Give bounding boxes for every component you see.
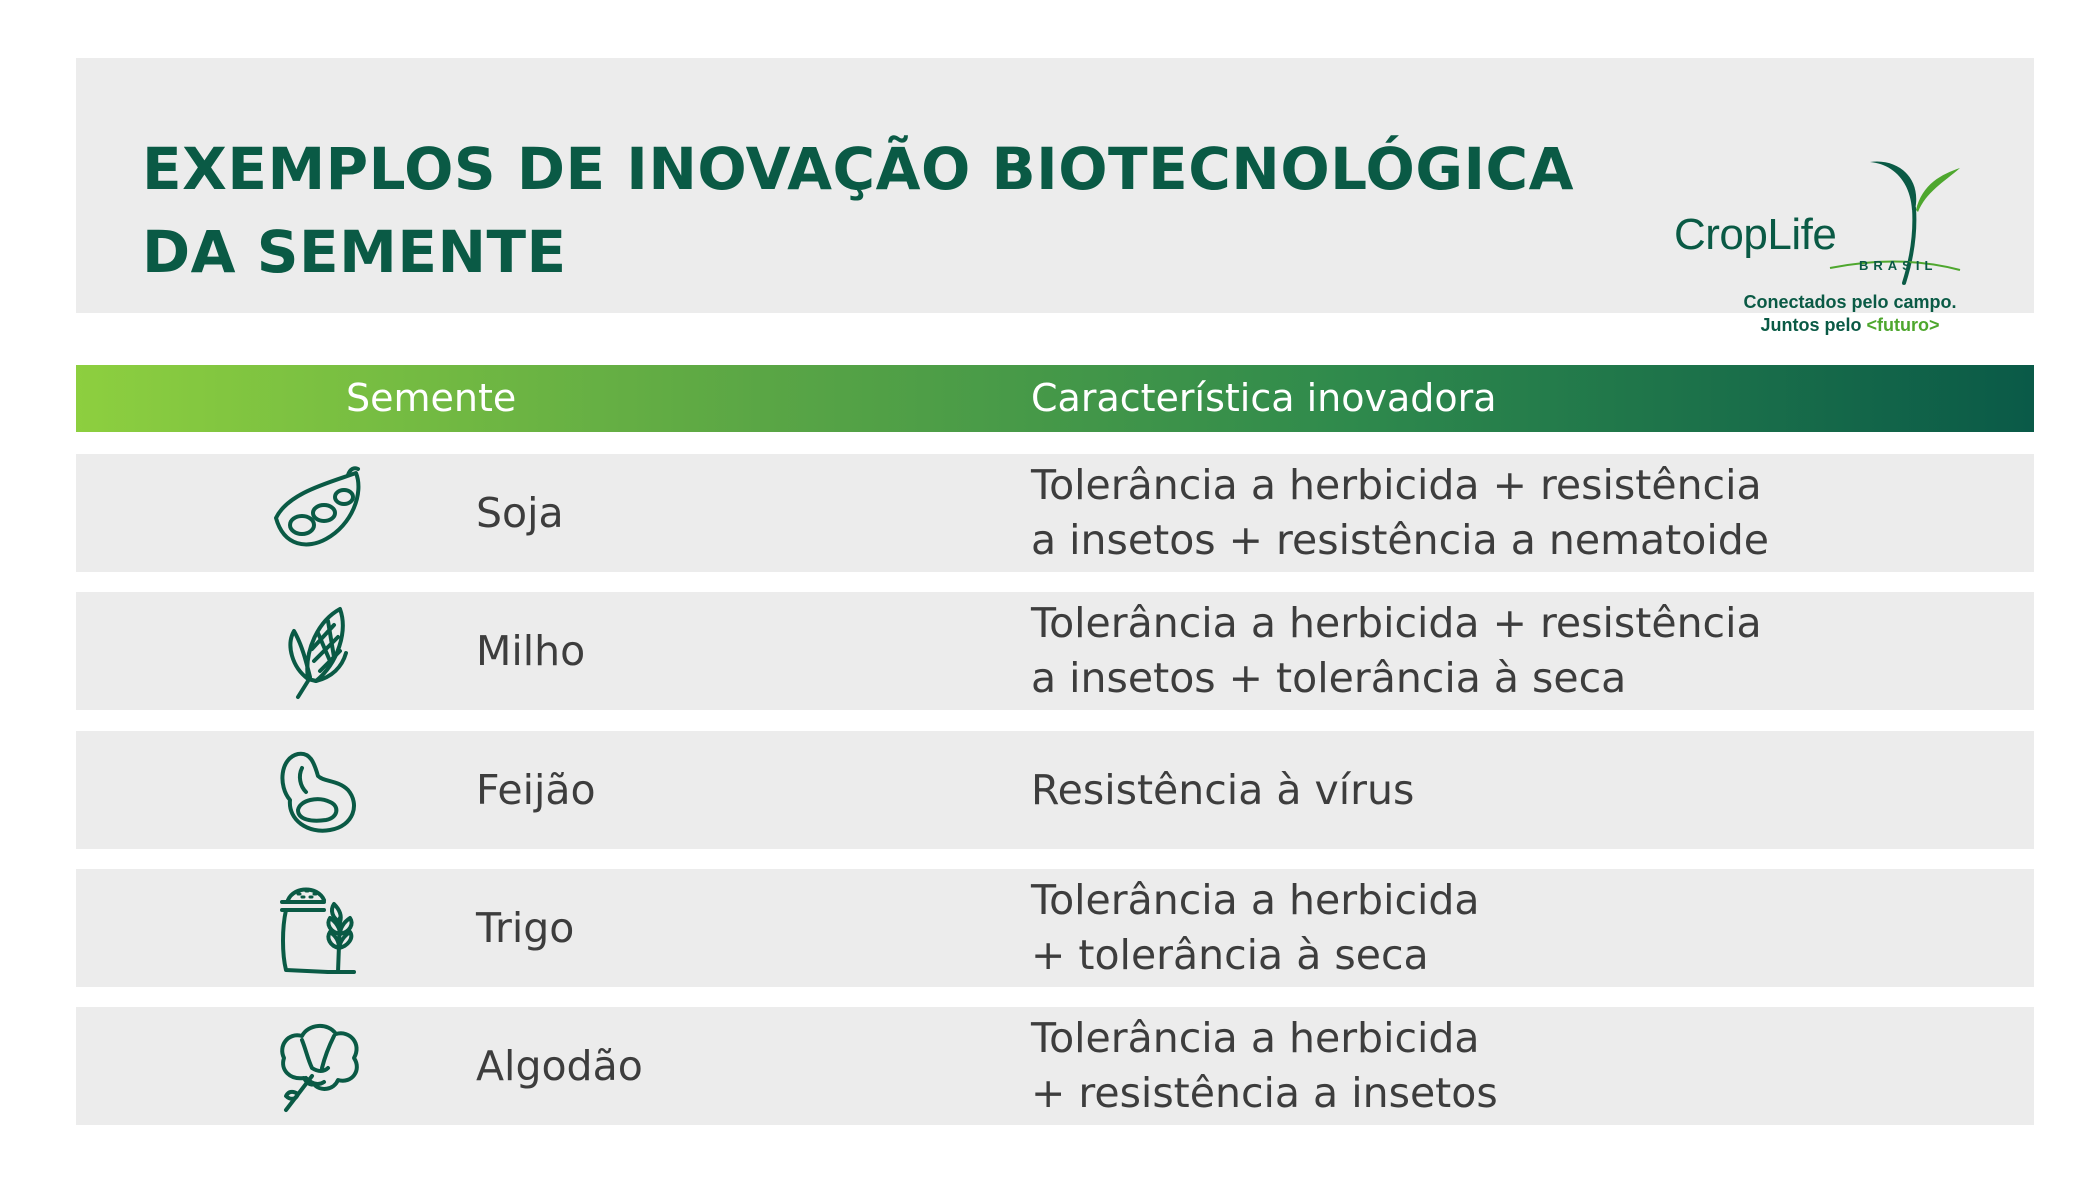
wheat-sack-icon bbox=[268, 878, 368, 978]
table-header bbox=[76, 365, 2034, 432]
trait-description bbox=[1031, 731, 1414, 849]
seed-name: Feijão bbox=[476, 766, 596, 814]
title-line-1: EXEMPLOS DE INOVAÇÃO BIOTECNOLÓGICA bbox=[142, 135, 1574, 203]
croplife-logo bbox=[1660, 118, 2040, 335]
trait-description bbox=[1031, 454, 1769, 572]
column-header-trait: Característica inovadora bbox=[1031, 376, 1497, 420]
table-row bbox=[76, 592, 2034, 710]
soybean-pod-icon bbox=[268, 463, 368, 563]
trait-text: Tolerância a herbicida + resistência a insetos + tolerância à seca bbox=[1031, 599, 1762, 702]
logo-tagline-2-highlight: <futuro> bbox=[1866, 315, 1940, 335]
trait-text: Tolerância a herbicida + tolerância à seca bbox=[1031, 876, 1480, 979]
trait-text: Tolerância a herbicida + resistência a insetos bbox=[1031, 1014, 1498, 1117]
seed-name: Trigo bbox=[476, 904, 575, 952]
cotton-boll-icon bbox=[268, 1016, 368, 1116]
logo-wordmark: CropLife bbox=[1674, 210, 1837, 259]
trait-description bbox=[1031, 592, 1762, 710]
table-row bbox=[76, 1007, 2034, 1125]
trait-text: Tolerância a herbicida + resistência a insetos + resistência a nematoide bbox=[1031, 461, 1769, 564]
seed-name: Soja bbox=[476, 489, 564, 537]
table-row bbox=[76, 869, 2034, 987]
header-panel bbox=[76, 58, 2034, 335]
seed-name: Milho bbox=[476, 627, 586, 675]
title-line-2: DA SEMENTE bbox=[142, 218, 567, 286]
logo-country: BRASIL bbox=[1859, 258, 1938, 273]
trait-description bbox=[1031, 1007, 1498, 1125]
trait-text: Resistência à vírus bbox=[1031, 765, 1415, 814]
trait-description bbox=[1031, 869, 1480, 987]
logo-tagline-2 bbox=[1660, 315, 2040, 336]
bean-icon bbox=[268, 740, 368, 840]
column-header-seed: Semente bbox=[346, 376, 517, 420]
logo-tagline-1: Conectados pelo campo. bbox=[1743, 292, 1957, 312]
logo-tagline-2-prefix: Juntos pelo bbox=[1760, 315, 1867, 335]
table-row bbox=[76, 454, 2034, 572]
sprout-icon bbox=[1660, 118, 2040, 288]
page-title bbox=[142, 128, 1574, 294]
seed-name: Algodão bbox=[476, 1042, 643, 1090]
table-row bbox=[76, 731, 2034, 849]
corn-cob-icon bbox=[268, 601, 368, 701]
